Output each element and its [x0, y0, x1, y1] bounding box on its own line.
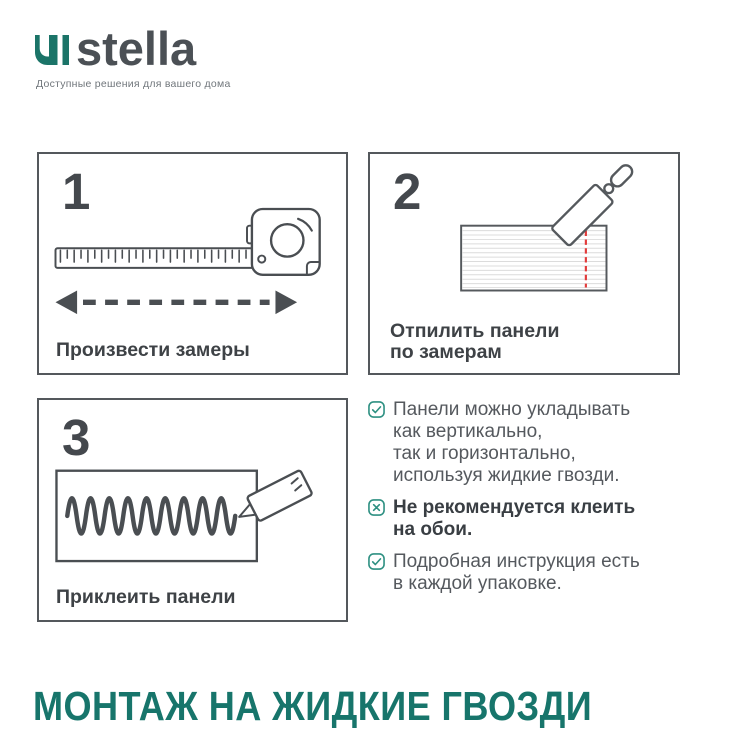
brand-tagline: Доступные решения для вашего дома — [36, 78, 231, 90]
note-line: на обои. — [393, 519, 473, 540]
note-line: Подробная инструкция есть — [393, 551, 640, 572]
note-line: как вертикально, — [393, 421, 543, 442]
note-no-wallpaper — [368, 497, 678, 541]
step-3-caption: Приклеить панели — [56, 586, 236, 608]
note-instruction-in-pack — [368, 551, 678, 595]
note-text — [393, 497, 635, 541]
note-line: в каждой упаковке. — [393, 573, 562, 594]
step-2-number: 2 — [393, 163, 422, 220]
step-2-caption-line2: по замерам — [390, 341, 502, 363]
notes-list — [368, 399, 678, 605]
page-title: МОНТАЖ НА ЖИДКИЕ ГВОЗДИ — [33, 683, 593, 729]
note-line: Панели можно укладывать — [393, 399, 631, 420]
step-3-box — [37, 398, 348, 622]
step-1-box — [37, 152, 348, 375]
step-2-caption-line1: Отпилить панели — [390, 320, 560, 342]
note-text — [393, 551, 640, 595]
step-3-number: 3 — [62, 409, 91, 466]
note-line: Не рекомендуется клеить — [393, 497, 636, 518]
step-1-caption: Произвести замеры — [56, 339, 250, 361]
note-vertical-horizontal — [368, 399, 678, 487]
cross-icon — [368, 499, 385, 516]
check-icon — [368, 401, 385, 418]
step-2-box — [368, 152, 680, 375]
brand-name: stella — [76, 22, 197, 75]
stella-monogram-icon — [35, 35, 69, 65]
note-line: так и горизонтально, — [393, 443, 576, 464]
step-2-caption — [390, 321, 559, 363]
note-text — [393, 399, 630, 487]
step-1-number: 1 — [62, 163, 91, 220]
check-icon — [368, 553, 385, 570]
note-line: используя жидкие гвозди. — [393, 465, 620, 486]
